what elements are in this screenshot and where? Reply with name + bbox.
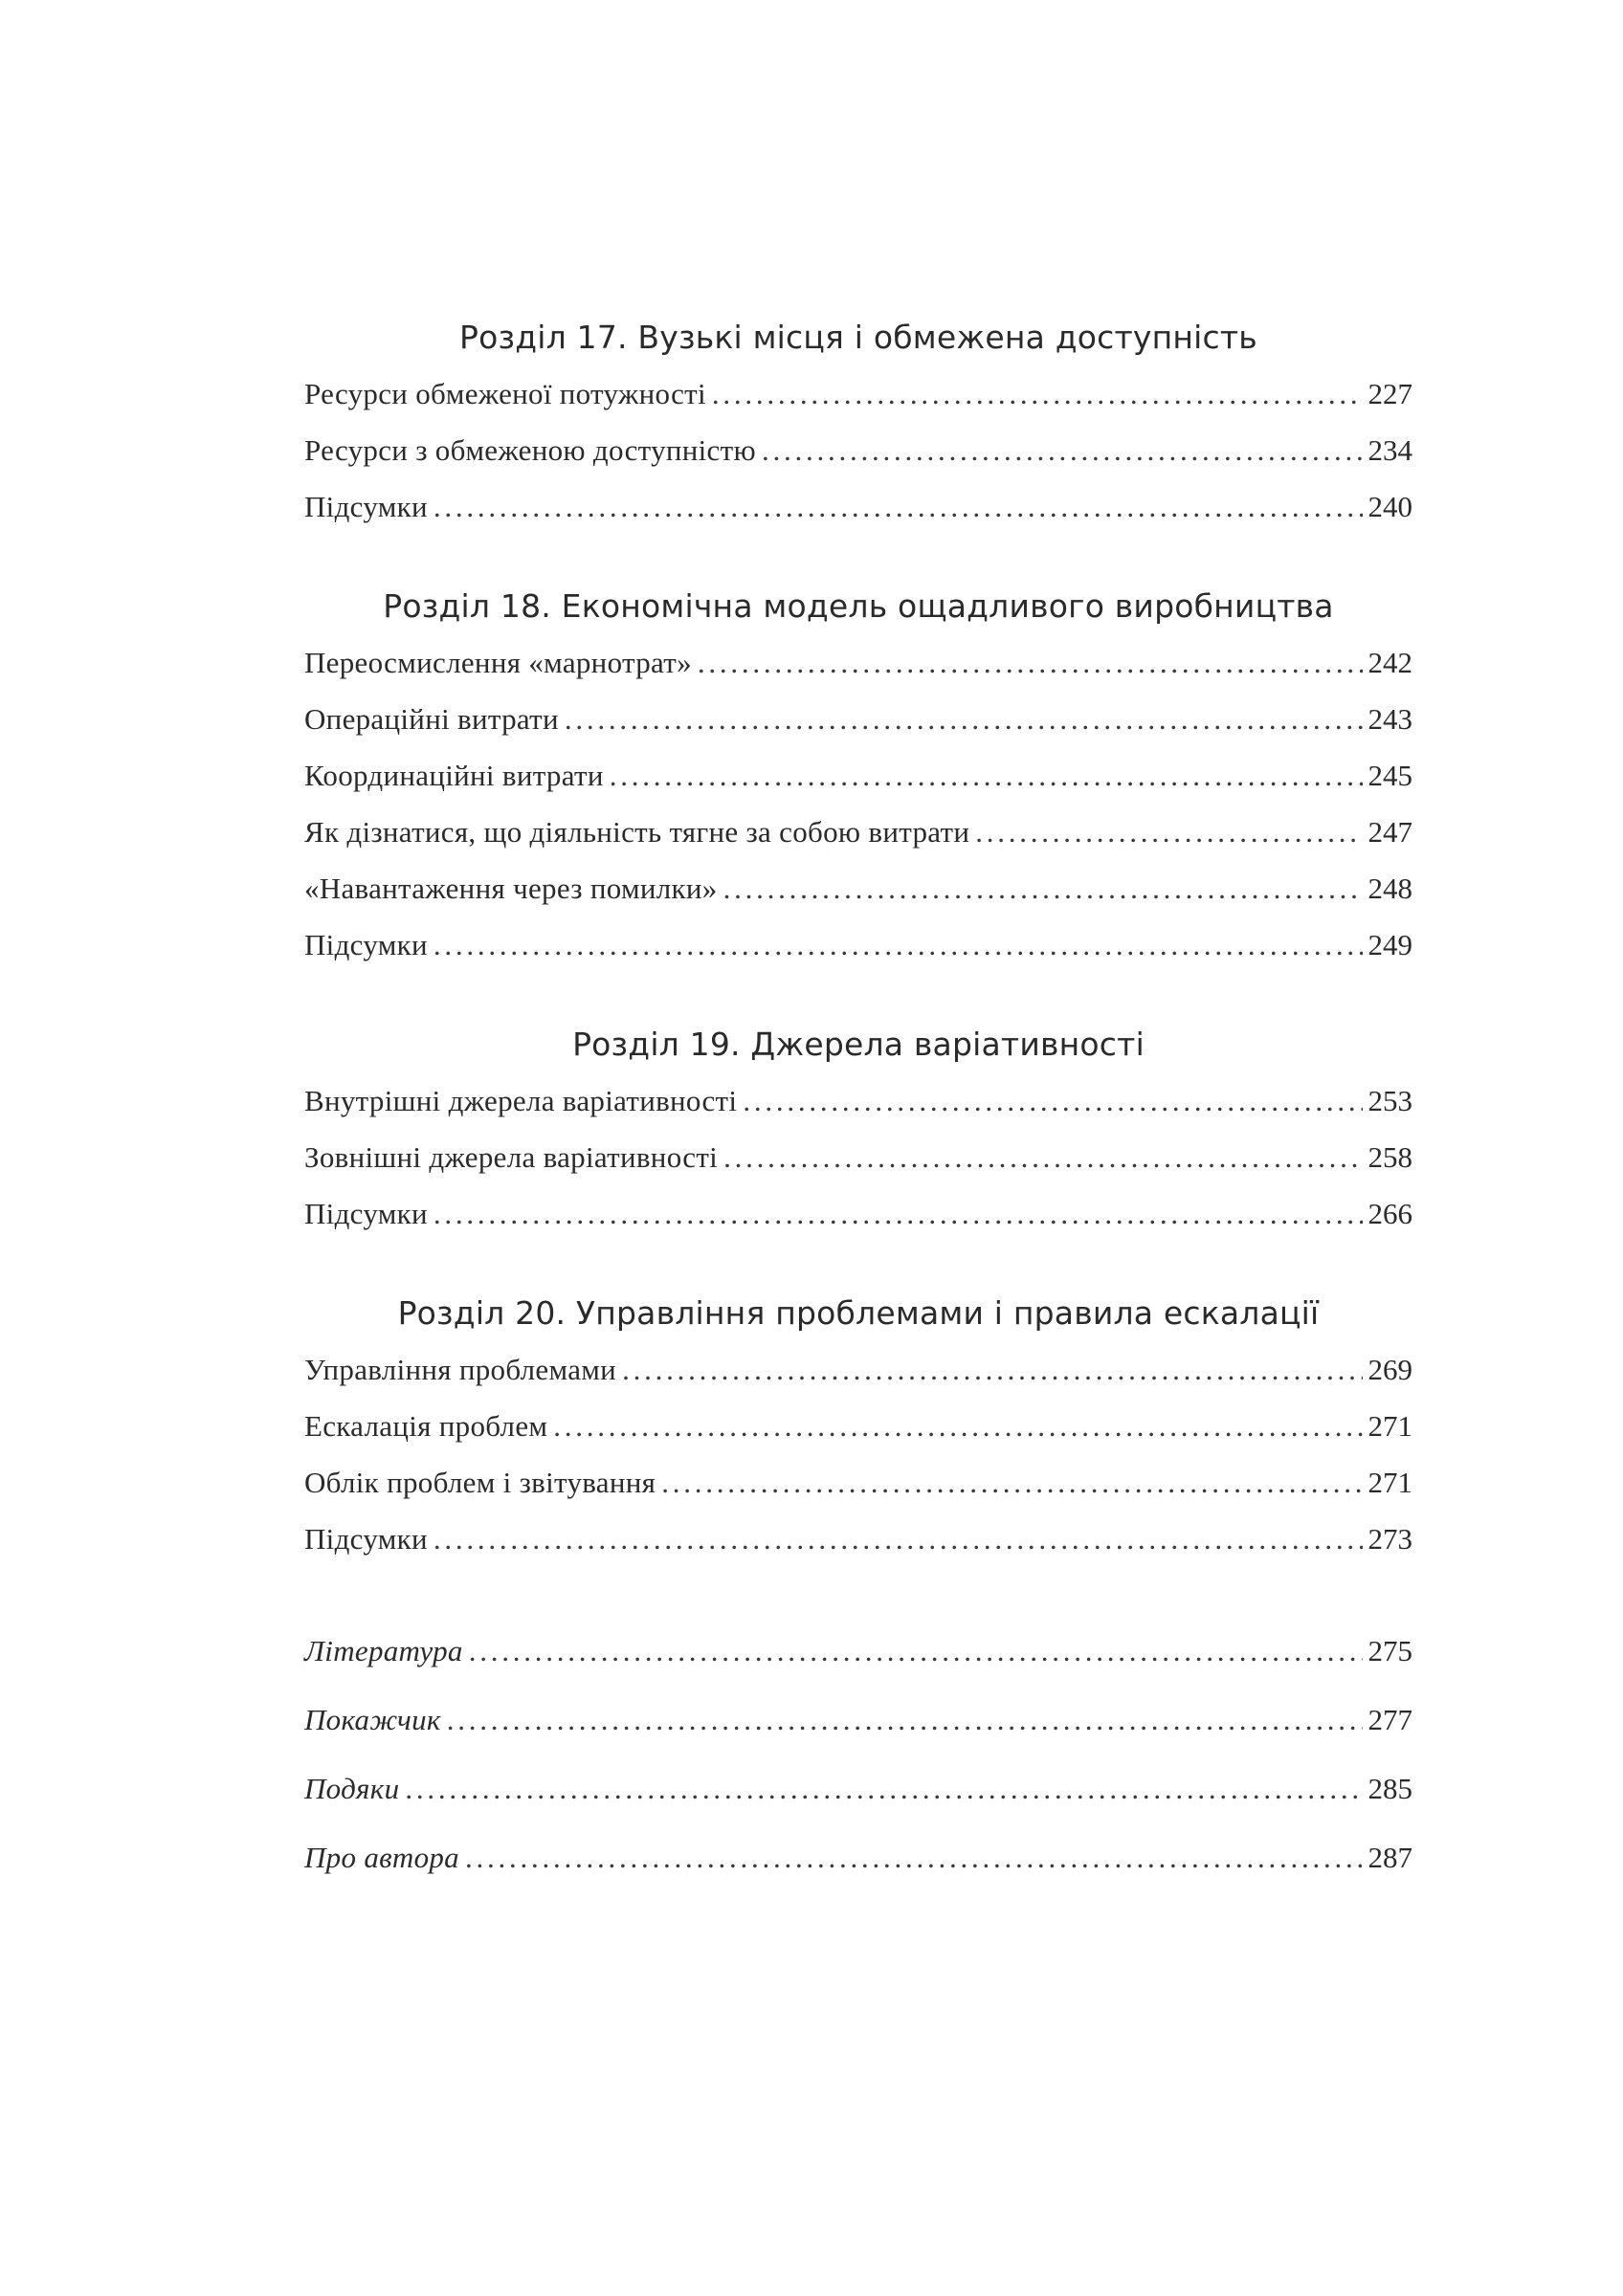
chapter-title: Розділ 17. Вузькі місця і обмежена доступність: [459, 319, 1257, 356]
entry-label: Ресурси обмеженої потужності: [304, 377, 706, 410]
dot-leader: [565, 691, 1363, 747]
toc-entry: [304, 1454, 1412, 1511]
dot-leader: [553, 1398, 1362, 1454]
entry-label: Про автора: [304, 1841, 459, 1874]
toc-entry: [304, 1129, 1412, 1185]
dot-leader: [723, 1129, 1362, 1185]
entry-page: 253: [1367, 1084, 1412, 1117]
entry-page: 234: [1367, 433, 1412, 467]
dot-leader: [434, 1185, 1363, 1242]
dot-leader: [743, 1072, 1362, 1129]
toc-entry: [304, 1823, 1412, 1892]
entry-label: Підсумки: [304, 1197, 428, 1230]
dot-leader: [465, 1823, 1363, 1892]
dot-leader: [434, 916, 1363, 973]
entry-page: 248: [1367, 872, 1412, 905]
chapter-18: [304, 585, 1412, 973]
entry-page: 271: [1367, 1409, 1412, 1443]
dot-leader: [762, 422, 1363, 478]
dot-leader: [622, 1341, 1362, 1398]
dot-leader: [405, 1755, 1362, 1823]
entry-page: 242: [1367, 646, 1412, 679]
chapter-title: Розділ 19. Джерела варіативності: [572, 1026, 1145, 1063]
entry-label: Як дізнатися, що діяльність тягне за собою витрати: [304, 815, 970, 849]
dot-leader: [723, 860, 1363, 916]
toc-entry: [304, 478, 1412, 535]
entry-label: Ескалація проблем: [304, 1409, 548, 1443]
entry-label: «Навантаження через помилки»: [304, 872, 718, 905]
dot-leader: [975, 804, 1362, 860]
chapter-19: [304, 1023, 1412, 1242]
entry-page: 258: [1367, 1140, 1412, 1174]
chapter-20: [304, 1292, 1412, 1567]
entry-label: Операційні витрати: [304, 702, 559, 736]
toc-entry: [304, 804, 1412, 860]
entry-page: 269: [1367, 1353, 1412, 1386]
chapter-title: Розділ 20. Управління проблемами і правила ескалації: [397, 1294, 1320, 1332]
toc-entry: [304, 634, 1412, 691]
toc-entry: [304, 1755, 1412, 1823]
entry-page: 285: [1367, 1772, 1412, 1805]
entry-label: Зовнішні джерела варіативності: [304, 1140, 719, 1174]
toc-entry: [304, 1185, 1412, 1242]
entry-page: 275: [1367, 1634, 1412, 1667]
dot-leader: [698, 634, 1363, 691]
toc-entry: [304, 1686, 1412, 1755]
entry-page: 277: [1367, 1703, 1412, 1736]
toc-entry: [304, 691, 1412, 747]
toc-entry: [304, 916, 1412, 973]
entry-page: 287: [1367, 1841, 1412, 1874]
table-of-contents: [304, 316, 1412, 1892]
entry-page: 271: [1367, 1466, 1412, 1499]
entry-label: Облік проблем і звітування: [304, 1466, 656, 1499]
dot-leader: [469, 1617, 1363, 1686]
dot-leader: [712, 365, 1363, 422]
dot-leader: [434, 478, 1363, 535]
toc-entry: [304, 747, 1412, 804]
toc-entry: [304, 860, 1412, 916]
entry-label: Внутрішні джерела варіативності: [304, 1084, 738, 1117]
toc-entry: [304, 1341, 1412, 1398]
entry-page: 266: [1367, 1197, 1412, 1230]
entry-label: Управління проблемами: [304, 1353, 617, 1386]
toc-entry: [304, 1072, 1412, 1129]
toc-entry: [304, 422, 1412, 478]
entry-label: Підсумки: [304, 490, 428, 523]
entry-page: 249: [1367, 928, 1412, 961]
toc-entry: [304, 365, 1412, 422]
entry-page: 273: [1367, 1522, 1412, 1556]
dot-leader: [447, 1686, 1363, 1755]
entry-label: Підсумки: [304, 1522, 428, 1556]
entry-label: Покажчик: [304, 1703, 441, 1736]
entry-label: Переосмислення «марнотрат»: [304, 646, 692, 679]
entry-label: Ресурси з обмеженою доступністю: [304, 433, 756, 467]
entry-label: Підсумки: [304, 928, 428, 961]
dot-leader: [610, 747, 1363, 804]
dot-leader: [661, 1454, 1362, 1511]
entry-page: 243: [1367, 702, 1412, 736]
entry-label: Подяки: [304, 1772, 400, 1805]
toc-entry: [304, 1511, 1412, 1567]
entry-page: 245: [1367, 759, 1412, 792]
entry-page: 247: [1367, 815, 1412, 849]
entry-label: Література: [304, 1634, 463, 1667]
toc-entry: [304, 1398, 1412, 1454]
entry-label: Координаційні витрати: [304, 759, 604, 792]
dot-leader: [434, 1511, 1363, 1567]
chapter-17: [304, 316, 1412, 535]
entry-page: 240: [1367, 490, 1412, 523]
back-matter: [304, 1617, 1412, 1892]
entry-page: 227: [1367, 377, 1412, 410]
toc-entry: [304, 1617, 1412, 1686]
chapter-title: Розділ 18. Економічна модель ощадливого виробництва: [383, 587, 1334, 625]
